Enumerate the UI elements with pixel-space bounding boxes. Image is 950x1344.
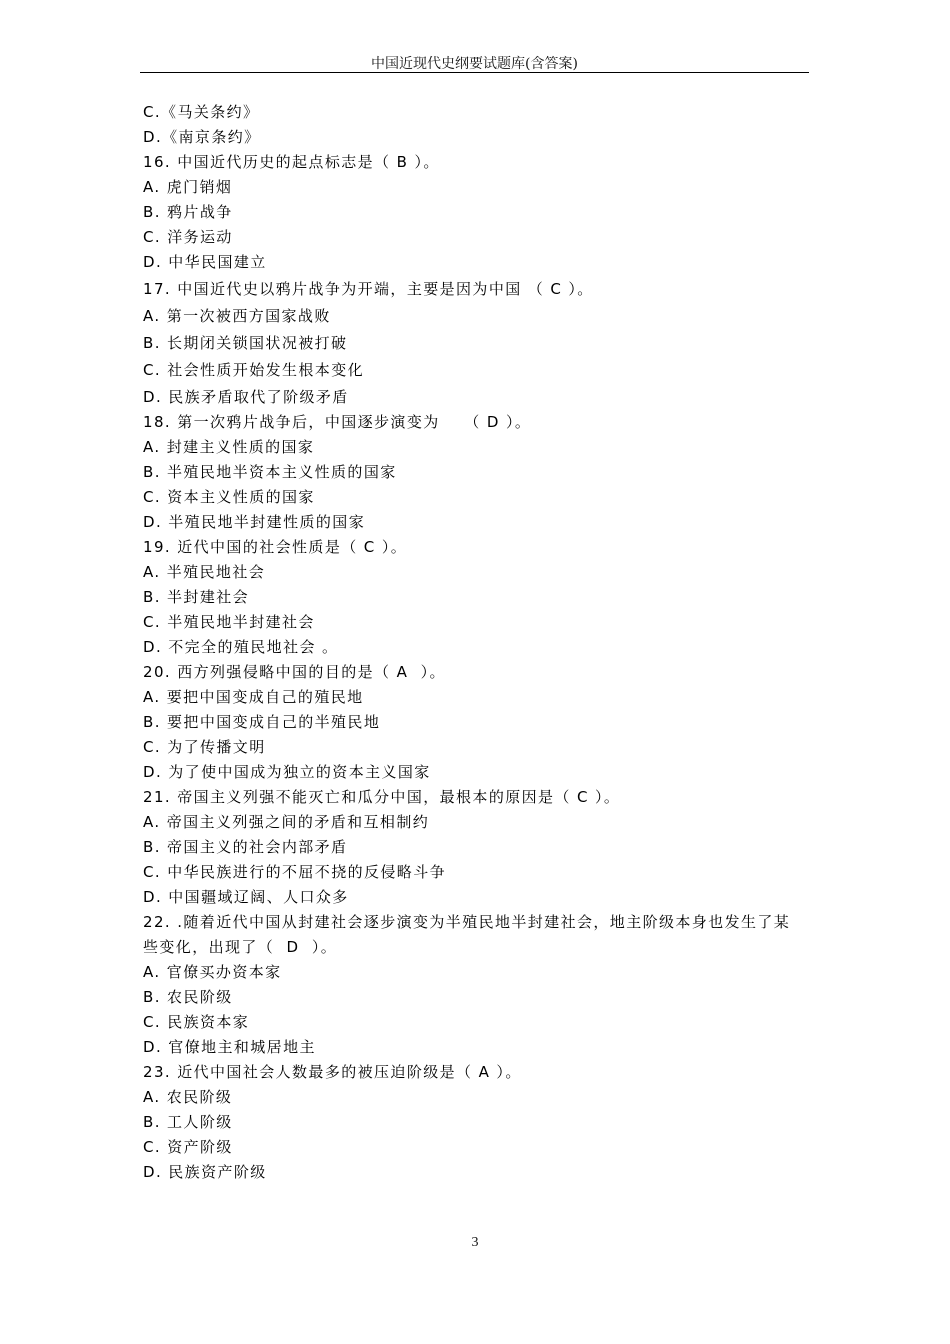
page-number: 3 [471,1235,479,1250]
header-rule [140,72,809,73]
option-line: C. 为了传播文明 [143,738,266,756]
option-line: D. 半殖民地半封建性质的国家 [143,513,366,531]
question-21: 21. 帝国主义列强不能灭亡和瓜分中国，最根本的原因是（ C ）。 [143,788,621,806]
page-header-title: 中国近现代史纲要试题库(含答案) [371,56,578,72]
option-line: C. 半殖民地半封建社会 [143,613,315,631]
option-line: C. 中华民族进行的不屈不挠的反侵略斗争 [143,863,447,881]
question-content [143,100,813,1185]
option-line: B. 鸦片战争 [143,203,233,221]
question-20: 20. 西方列强侵略中国的目的是（ A ）。 [143,663,446,681]
option-line: A. 虎门销烟 [143,178,233,196]
question-17: 17. 中国近代史以鸦片战争为开端，主要是因为中国 （ C ）。 [143,280,594,298]
option-line: C.《马关条约》 [143,103,260,121]
question-18: 18. 第一次鸦片战争后，中国逐步演变为 （ D ）。 [143,413,532,431]
option-line: B. 工人阶级 [143,1113,233,1131]
option-line: D. 民族资产阶级 [143,1163,267,1181]
option-line: C. 资产阶级 [143,1138,233,1156]
option-line: B. 半封建社会 [143,588,250,606]
question-22-continued: 些变化，出现了（ D ）。 [143,938,338,956]
option-line: A. 帝国主义列强之间的矛盾和互相制约 [143,813,430,831]
option-line: A. 要把中国变成自己的殖民地 [143,688,364,706]
question-19: 19. 近代中国的社会性质是（ C ）。 [143,538,408,556]
option-line: B. 半殖民地半资本主义性质的国家 [143,463,397,481]
option-line: B. 长期闭关锁国状况被打破 [143,334,348,352]
option-line: D.《南京条约》 [143,128,261,146]
option-line: D. 不完全的殖民地社会 。 [143,638,339,656]
option-line: B. 农民阶级 [143,988,233,1006]
option-line: B. 帝国主义的社会内部矛盾 [143,838,348,856]
question-16: 16. 中国近代历史的起点标志是（ B ）。 [143,153,440,171]
question-22: 22. .随着近代中国从封建社会逐步演变为半殖民地半封建社会，地主阶级本身也发生了某 [143,913,791,931]
option-line: D. 官僚地主和城居地主 [143,1038,316,1056]
option-line: C. 民族资本家 [143,1013,250,1031]
option-line: C. 社会性质开始发生根本变化 [143,361,365,379]
option-line: C. 资本主义性质的国家 [143,488,315,506]
option-line: A. 第一次被西方国家战败 [143,307,331,325]
option-line: D. 中国疆域辽阔、人口众多 [143,888,349,906]
option-line: A. 封建主义性质的国家 [143,438,315,456]
option-line: A. 官僚买办资本家 [143,963,282,981]
option-line: B. 要把中国变成自己的半殖民地 [143,713,381,731]
question-23: 23. 近代中国社会人数最多的被压迫阶级是（ A ）。 [143,1063,522,1081]
option-line: D. 为了使中国成为独立的资本主义国家 [143,763,431,781]
option-line: A. 半殖民地社会 [143,563,266,581]
option-line: D. 中华民国建立 [143,253,267,271]
option-line: C. 洋务运动 [143,228,233,246]
option-line: D. 民族矛盾取代了阶级矛盾 [143,388,349,406]
option-line: A. 农民阶级 [143,1088,233,1106]
